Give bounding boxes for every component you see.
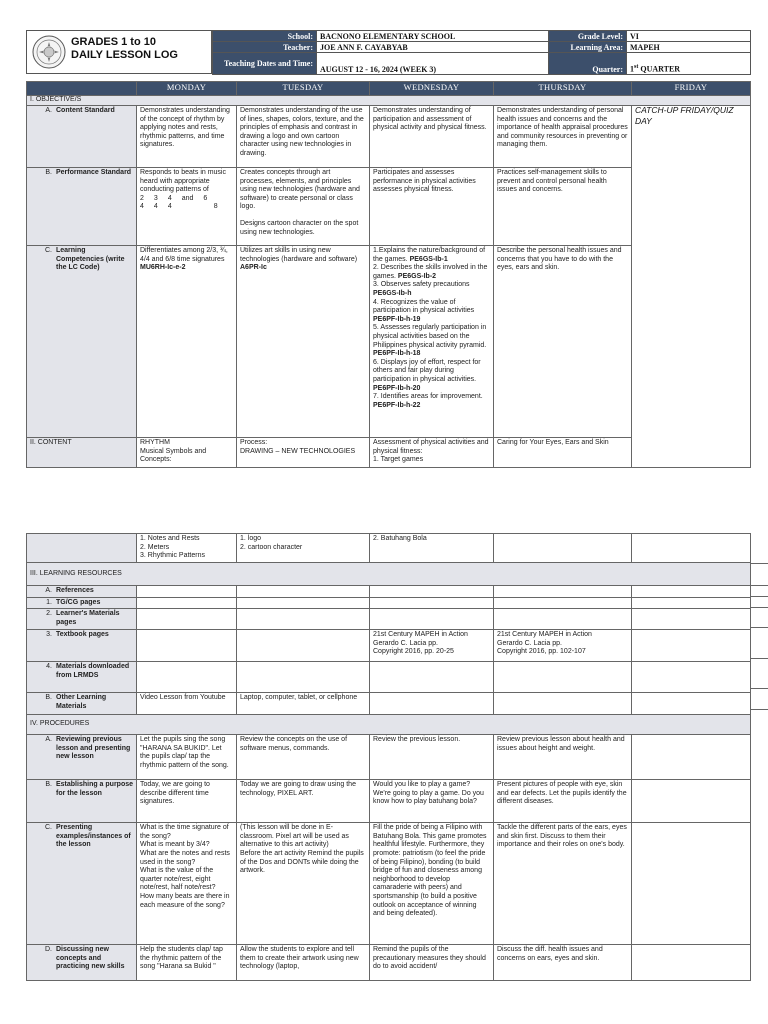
content-item: 1. Notes and Rests [140,535,200,542]
ts-bottom-gap [182,203,204,212]
cell-content-cont-friday [632,534,751,563]
day-header-tuesday: TUESDAY [237,82,370,96]
quarter-suffix: st [634,64,639,71]
quarter-word: QUARTER [640,65,681,74]
competency-item-code: PE6PF-Ib-h-20 [373,384,421,392]
competency-item-code: PE6PF-Ib-h-18 [373,350,421,358]
label-num: C. [45,247,52,254]
row-label-presenting [27,823,137,945]
competency-item [373,299,490,325]
label-text: Other Learning Materials [56,694,107,710]
competency-item-code: PE6PF-Ib-h-19 [373,315,421,323]
cell-other-tuesday: Laptop, computer, tablet, or cellphone [237,693,370,715]
day-header-monday: MONDAY [137,82,237,96]
day-header-thursday: THURSDAY [494,82,632,96]
cell-discussing-thursday: Discuss the diff. health issues and concerns on ears, eyes and skin. [494,945,632,981]
cell-performance-standard-wednesday: Participates and assesses performance in physical activities assesses physical fitness. [370,168,494,246]
resources-procedures-table [26,533,751,981]
cell-reviewing-monday: Let the pupils sing the song "HARANA SA BUKID". Let the pupils clap/ tap the rhythmic pattern of the song. [137,735,237,780]
cell-purpose-thursday: Present pictures of people with eye, skin and ear defects. Let the pupils identify the different diseases. [494,780,632,823]
label-text: Presenting examples/instances of the lesson [56,824,131,849]
cell-content-standard-wednesday: Demonstrates understanding of participation and assessment of physical activity and physical fitness. [370,106,494,168]
label-text: Learner's Materials pages [56,610,120,626]
cell-content-cont-thursday [494,534,632,563]
cell-purpose-monday: Today, we are going to describe different time signatures. [137,780,237,823]
row-label-other-materials [27,693,137,715]
cell-content-monday: RHYTHM Musical Symbols and Concepts: [137,438,237,468]
resources-section: III. LEARNING RESOURCES [27,563,751,586]
row-label-reviewing [27,735,137,780]
ts-bottom-8: 8 [213,203,218,211]
label-num: 2. [46,610,52,618]
competency-item-text: 7. Identifies areas for improvement. [373,393,483,401]
cell-presenting-monday: What is the time signature of the song? What is meant by 3/4? What are the notes and rests used in the song? What is the value of the quarter note/rest, eight note/rest, half note/rest? How many beats are there in each measure of the song? [137,823,237,945]
row-line-extension [750,688,768,689]
cell-competencies-wednesday [370,246,494,438]
cell-competencies-thursday: Describe the personal health issues and concerns that you have to do with the eyes, ears and skin. [494,246,632,438]
cell-textbook-wednesday: 21st Century MAPEH in Action Gerardo C. Lacia pp. Copyright 2016, pp. 20-25 [370,630,494,662]
label-text: TG/CG pages [56,598,101,606]
cell-friday-catchup [632,106,751,468]
competency-item-code: PE6PF-Ib-h-22 [373,401,421,409]
day-header-friday: FRIDAY [632,82,751,96]
cell-content-cont-monday [137,534,237,563]
competency-text: Differentiates among 2/3, ¾, 4/4 and 6/8 time signatures [140,247,228,263]
cell-performance-standard-tuesday [237,168,370,246]
label-text: Discussing new concepts and practicing new skills [56,946,125,971]
title-line-2: DAILY LESSON LOG [71,49,178,61]
objectives-table [26,81,751,468]
row-label-references [27,586,137,598]
label-text: Performance Standard [56,169,132,176]
cell-performance-standard-monday [137,168,237,246]
row-label-lm-pages [27,609,137,630]
competency-item [373,247,490,264]
label-num: B. [45,694,52,702]
row-label-textbook-pages [27,630,137,662]
content-item: 3. Rhythmic Patterns [140,552,205,560]
competency-item-text: 2. Describes the skills involved in the games. [373,264,488,280]
cell-content-wednesday: Assessment of physical activities and physical fitness: 1. Target games [370,438,494,468]
competency-item [373,359,490,393]
performance-tuesday-p2: Designs cartoon character on the spot using new technologies. [240,219,359,236]
cell-purpose-tuesday: Today we are going to draw using the technology, PIXEL ART. [237,780,370,823]
performance-text: Responds to beats in music heard with appropriate conducting patterns of [140,169,226,194]
objectives-section: I. OBJECTIVE/S [27,96,751,106]
area-label: Learning Area: [549,42,627,53]
cell-presenting-tuesday: (This lesson will be done in E-classroom. Pixel art will be used as alternative to this art activity) Before the art activity Remind the pupils of the Dos and DONTs while doing the artwork. [237,823,370,945]
ts-top-and: and [181,194,194,202]
competency-code: MU6RH-Ic-e-2 [140,264,186,272]
quarter-value [627,53,751,75]
label-text: Textbook pages [56,631,109,639]
content-item: 1. logo [240,535,262,542]
label-num: 3. [46,631,52,639]
content-item: 2. Meters [140,543,170,551]
row-line-extension [750,585,768,586]
time-signature-top [140,195,233,204]
ts-top-3: 4 [167,194,172,202]
competency-text: Utilizes art skills in using new technologies (hardware and software) [240,247,358,263]
cell-performance-standard-thursday: Practices self-management skills to prevent and control personal health issues and concerns. [494,168,632,246]
row-label-content-standard [27,106,137,168]
row-label-content: II. CONTENT [27,438,137,468]
label-text: Materials downloaded from LRMDS [56,663,130,679]
content-continued-label [27,534,137,563]
label-num: 1. [46,598,52,606]
ts-top-6: 6 [203,194,208,202]
cell-textbook-thursday: 21st Century MAPEH in Action Gerardo C. Lacia pp. Copyright 2016, pp. 102-107 [494,630,632,662]
label-num: D. [45,946,52,954]
competency-item-text: 6. Displays joy of effort, respect for others and fair play during participation in physical activities. [373,358,481,383]
cell-reviewing-thursday: Review previous lesson about health and issues about height and weight. [494,735,632,780]
competency-item-text: 1.Explains the nature/background of the games. [373,247,486,263]
label-num: A. [45,587,52,594]
row-label-discussing [27,945,137,981]
time-signature-bottom [140,203,233,212]
cell-content-tuesday: Process: DRAWING – NEW TECHNOLOGIES [237,438,370,468]
grade-label: Grade Level: [549,31,627,42]
label-text: Reviewing previous lesson and presenting new lesson [56,736,131,761]
label-num: 4. [46,663,52,671]
label-text: References [56,587,94,594]
performance-tuesday-p1: Creates concepts through art processes, elements, and principles using new technologies (hardware and software) to create personal or class logo. [240,169,360,211]
label-num: C. [45,824,52,832]
cell-competencies-monday [137,246,237,438]
area-value: MAPEH [627,42,751,53]
competency-item [373,324,490,358]
procedures-section: IV. PROCEDURES [27,715,751,735]
lesson-log-header [26,30,750,74]
row-line-extension [750,596,768,597]
grade-value: VI [627,31,751,42]
label-num: B. [45,169,52,176]
school-label: School: [213,31,317,42]
header-title [71,36,178,62]
competency-code: A6PR-Ic [240,264,267,272]
cell-reviewing-tuesday: Review the concepts on the use of software menus, commands. [237,735,370,780]
row-line-extension [750,607,768,608]
label-num: B. [45,781,52,789]
cell-reviewing-wednesday: Review the previous lesson. [370,735,494,780]
title-line-1: GRADES 1 to 10 [71,36,156,48]
ts-top-2: 3 [153,194,158,202]
row-label-tg-pages [27,597,137,609]
row-label-learning-competencies [27,246,137,438]
competency-item-text: 3. Observes safety precautions [373,281,470,289]
row-label-performance-standard [27,168,137,246]
cell-discussing-monday: Help the students clap/ tap the rhythmic pattern of the song "Harana sa Bukid " [137,945,237,981]
deped-seal-icon [32,35,66,69]
row-label-purpose [27,780,137,823]
competency-item-code: PE6GS-Ib-2 [397,272,437,280]
school-value: BACNONO ELEMENTARY SCHOOL [317,31,549,42]
row-line-extension [750,658,768,659]
ts-bottom-1: 4 [140,203,144,211]
dates-label: Teaching Dates and Time: [213,53,317,75]
teacher-label: Teacher: [213,42,317,53]
row-line-extension [750,709,768,710]
ts-bottom-2: 4 [153,203,158,211]
competency-item-code: PE6GS-Ib-1 [409,255,448,263]
cell-presenting-wednesday: Fill the pride of being a Filipino with Batuhang Bola. This game promotes healthful lifestyle. Furthermore, they promote: patriotism (to feel the pride of being Filipino), bonding (to build bridge of fun and closeness among neighborhood to develop camaraderie with peers) and sportsmanship (to build a positive outlook on acceptance of winning and being defeated). [370,823,494,945]
ts-bottom-3: 4 [167,203,172,211]
label-num: A. [45,107,52,114]
dates-value: AUGUST 12 - 16, 2024 (WEEK 3) [317,53,549,75]
competency-item [373,264,490,281]
cell-other-monday: Video Lesson from Youtube [137,693,237,715]
cell-discussing-tuesday: Allow the students to explore and tell them to create their artwork using new technology (laptop, [237,945,370,981]
cell-content-standard-tuesday: Demonstrates understanding of the use of lines, shapes, colors, texture, and the principles of emphasis and contrast in drawing a logo and own cartoon character using new technologies in drawing. [237,106,370,168]
quarter-number: 1 [630,65,634,74]
label-num: A. [45,736,52,744]
cell-presenting-thursday: Tackle the different parts of the ears, eyes and skin first. Discuss to them their importance and their roles on one's body. [494,823,632,945]
header-info-grid [212,30,751,75]
cell-discussing-wednesday: Remind the pupils of the precautionary measures they should do to avoid accident/ [370,945,494,981]
cell-content-cont-tuesday [237,534,370,563]
cell-content-thursday: Caring for Your Eyes, Ears and Skin [494,438,632,468]
label-text: Content Standard [56,107,115,114]
corner-header [27,82,137,96]
friday-catchup-text: CATCH-UP FRIDAY/QUIZ DAY [635,105,734,126]
header-title-box [26,30,212,74]
row-label-lrmds [27,662,137,693]
cell-content-cont-wednesday: 2. Batuhang Bola [370,534,494,563]
competency-item-text: 5. Assesses regularly participation in physical activities based on the Philippines physical activity pyramid. [373,324,487,349]
cell-purpose-wednesday: Would you like to play a game? We're going to play a game. Do you know how to play batuhang bola? [370,780,494,823]
cell-content-standard-monday: Demonstrates understanding of the concept of rhythm by applying notes and rests, rhythmic patterns, and time signatures. [137,106,237,168]
content-item: 2. cartoon character [240,543,303,551]
competency-item-code: PE6GS-Ib-h [373,289,412,297]
cell-competencies-tuesday [237,246,370,438]
day-header-wednesday: WEDNESDAY [370,82,494,96]
competency-item [373,393,490,410]
cell-content-standard-thursday: Demonstrates understanding of personal health issues and concerns and the importance of health appraisal procedures and community resources in preventing or managing them. [494,106,632,168]
teacher-value: JOE ANN F. CAYABYAB [317,42,549,53]
competency-item [373,281,490,298]
quarter-label: Quarter: [549,53,627,75]
ts-top-1: 2 [140,194,144,202]
row-line-extension [750,627,768,628]
label-text: Learning Competencies (write the LC Code) [56,247,125,272]
row-line-extension [750,563,768,564]
label-text: Establishing a purpose for the lesson [56,781,134,797]
competency-item-text: 4. Recognizes the value of participation in physical activities [373,298,475,315]
